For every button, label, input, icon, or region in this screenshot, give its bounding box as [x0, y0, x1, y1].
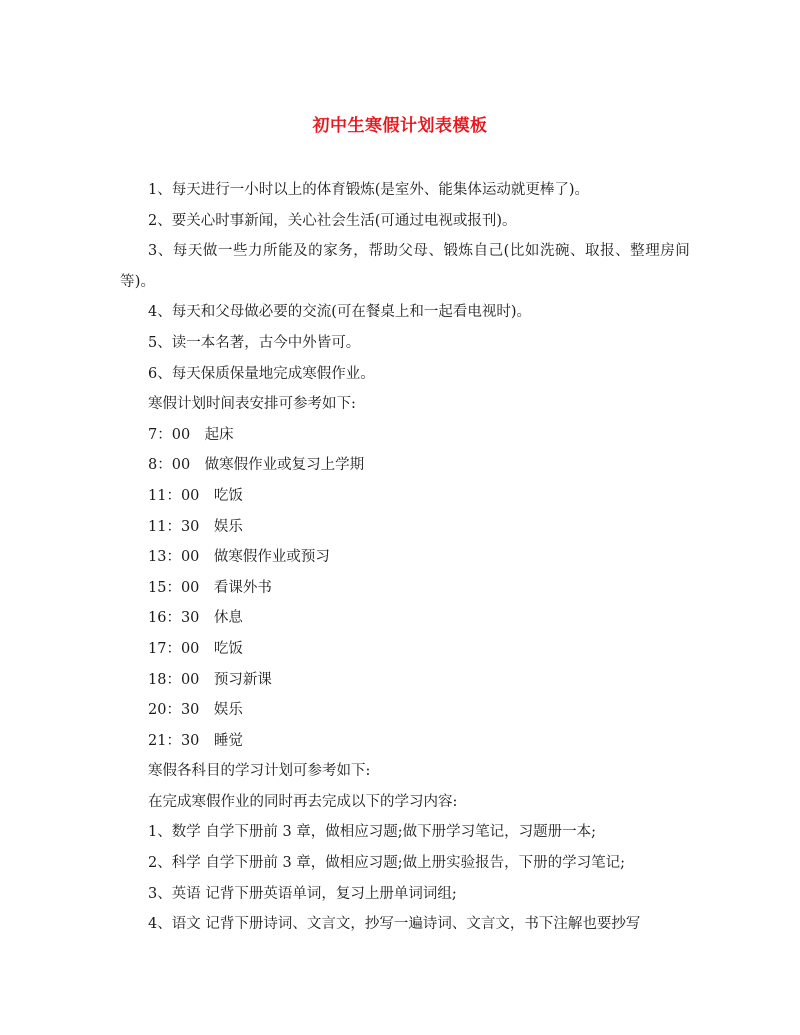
schedule-item: 11：00 吃饭 — [148, 487, 243, 504]
paragraph-communication: 4、每天和父母做必要的交流(可在餐桌上和一起看电视时)。 — [148, 304, 532, 321]
subject-plan-item: 3、英语 记背下册英语单词，复习上册单词词组; — [148, 885, 457, 902]
paragraph-exercise: 1、每天进行一小时以上的体育锻炼(是室外、能集体运动就更棒了)。 — [148, 182, 590, 198]
subject-plan-item: 4、语文 记背下册诗词、文言文，抄写一遍诗词、文言文，书下注解也要抄写 — [148, 916, 641, 933]
schedule-item: 7：00 起床 — [148, 426, 234, 443]
paragraph-news: 2、要关心时事新闻，关心社会生活(可通过电视或报刊)。 — [148, 212, 517, 229]
schedule-item: 11：30 娱乐 — [148, 518, 243, 535]
schedule-item: 21：30 睡觉 — [148, 732, 243, 749]
schedule-item: 13：00 做寒假作业或预习 — [148, 549, 330, 566]
paragraph-homework: 6、每天保质保量地完成寒假作业。 — [148, 365, 375, 382]
schedule-heading: 寒假计划时间表安排可参考如下: — [148, 396, 356, 413]
schedule-item: 18：00 预习新课 — [148, 671, 272, 688]
subject-plan-item: 2、科学 自学下册前 3 章，做相应习题;做上册实验报告，下册的学习笔记; — [148, 855, 626, 872]
schedule-item: 15：00 看课外书 — [148, 579, 272, 596]
schedule-item: 20：30 娱乐 — [148, 702, 243, 719]
document-title: 初中生寒假计划表模板 — [312, 116, 488, 136]
paragraph-reading: 5、读一本名著，古今中外皆可。 — [148, 334, 361, 351]
subject-plan-item: 1、数学 自学下册前 3 章，做相应习题;做下册学习笔记，习题册一本; — [148, 824, 597, 841]
document-body — [120, 175, 690, 940]
paragraph-housework: 3、每天做一些力所能及的家务，帮助父母、锻炼自己(比如洗碗、取报、整理房间等)。 — [120, 243, 690, 290]
schedule-item: 16：30 休息 — [148, 610, 243, 627]
schedule-item: 8：00 做寒假作业或复习上学期 — [148, 457, 365, 474]
subject-plan-heading: 寒假各科目的学习计划可参考如下: — [148, 763, 371, 780]
subject-plan-intro: 在完成寒假作业的同时再去完成以下的学习内容: — [148, 793, 458, 810]
schedule-item: 17：00 吃饭 — [148, 640, 243, 657]
